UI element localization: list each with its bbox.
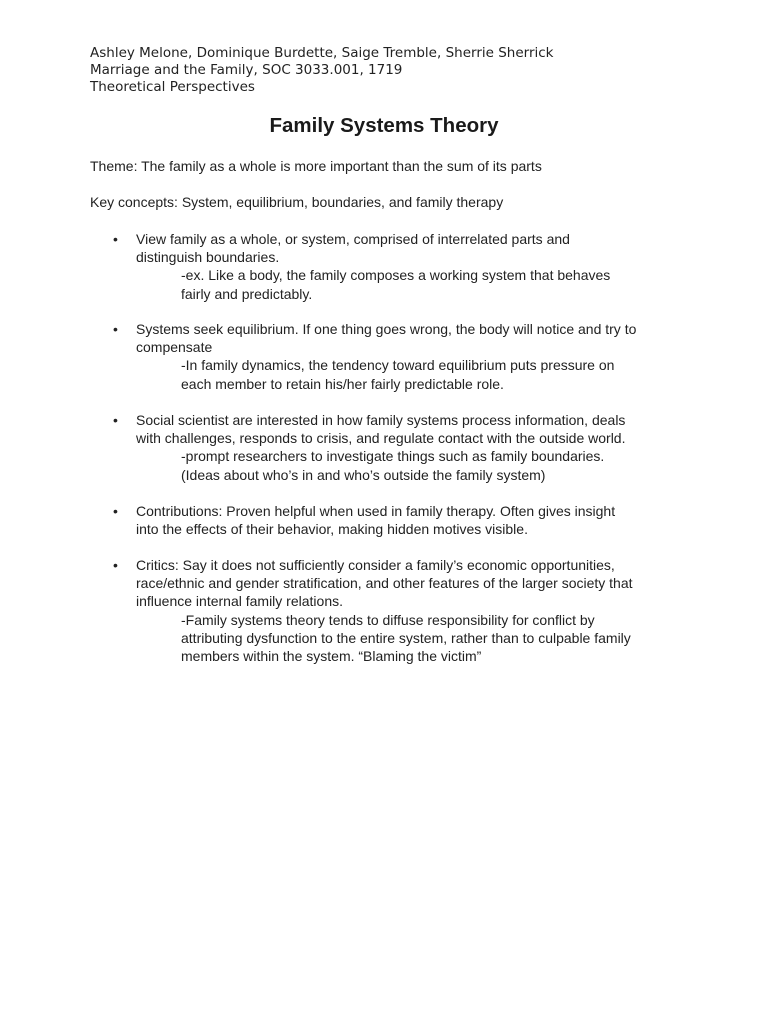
bullet-sub-line: members within the system. “Blaming the victim” xyxy=(181,648,482,665)
bullet-dot-icon: • xyxy=(113,412,118,428)
bullet-sub-line: each member to retain his/her fairly predictable role. xyxy=(181,375,504,392)
bullet-sub-line: -Family systems theory tends to diffuse responsibility for conflict by xyxy=(181,611,595,628)
bullet-sub-line: attributing dysfunction to the entire system, rather than to culpable family xyxy=(181,629,631,646)
bullet-sub-line: fairly and predictably. xyxy=(181,285,313,302)
bullet-line: distinguish boundaries. xyxy=(136,249,280,266)
document-header xyxy=(90,45,554,96)
bullet-item-critics xyxy=(113,556,693,665)
bullet-line: influence internal family relations. xyxy=(136,593,343,610)
bullet-dot-icon: • xyxy=(113,321,118,337)
bullet-line: View family as a whole, or system, comprised of interrelated parts and xyxy=(136,231,570,247)
bullet-line: Critics: Say it does not sufficiently consider a family’s economic opportunities, xyxy=(136,557,615,573)
bullet-line: Social scientist are interested in how family systems process information, deals xyxy=(136,412,626,428)
bullet-dot-icon: • xyxy=(113,557,118,573)
bullet-dot-icon: • xyxy=(113,231,118,247)
document-title: Family Systems Theory xyxy=(269,114,499,137)
bullet-line: with challenges, responds to crisis, and regulate contact with the outside world. xyxy=(136,430,626,447)
bullet-item-social-scientist xyxy=(113,411,693,484)
theme-paragraph: Theme: The family as a whole is more important than the sum of its parts xyxy=(90,158,542,174)
authors-line: Ashley Melone, Dominique Burdette, Saige Tremble, Sherrie Sherrick xyxy=(90,45,554,61)
bullet-sub-line: (Ideas about who’s in and who’s outside the family system) xyxy=(181,466,546,483)
topic-line: Theoretical Perspectives xyxy=(90,79,255,95)
bullet-sub-line: -In family dynamics, the tendency toward equilibrium puts pressure on xyxy=(181,357,615,374)
bullet-dot-icon: • xyxy=(113,503,118,519)
bullet-item-contributions xyxy=(113,502,693,538)
bullet-sub-line: -prompt researchers to investigate things such as family boundaries. xyxy=(181,448,605,465)
key-concepts-paragraph: Key concepts: System, equilibrium, boundaries, and family therapy xyxy=(90,194,504,210)
bullet-item-equilibrium xyxy=(113,320,693,393)
bullet-line: into the effects of their behavior, making hidden motives visible. xyxy=(136,521,528,538)
course-line: Marriage and the Family, SOC 3033.001, 1719 xyxy=(90,62,403,78)
bullet-line: Systems seek equilibrium. If one thing goes wrong, the body will notice and try to xyxy=(136,321,637,337)
bullet-line: Contributions: Proven helpful when used in family therapy. Often gives insight xyxy=(136,503,616,519)
bullet-sub-line: -ex. Like a body, the family composes a working system that behaves xyxy=(181,267,611,284)
bullet-line: compensate xyxy=(136,339,213,356)
bullet-item-family-as-system xyxy=(113,230,693,303)
bullet-line: race/ethnic and gender stratification, and other features of the larger society that xyxy=(136,575,633,592)
